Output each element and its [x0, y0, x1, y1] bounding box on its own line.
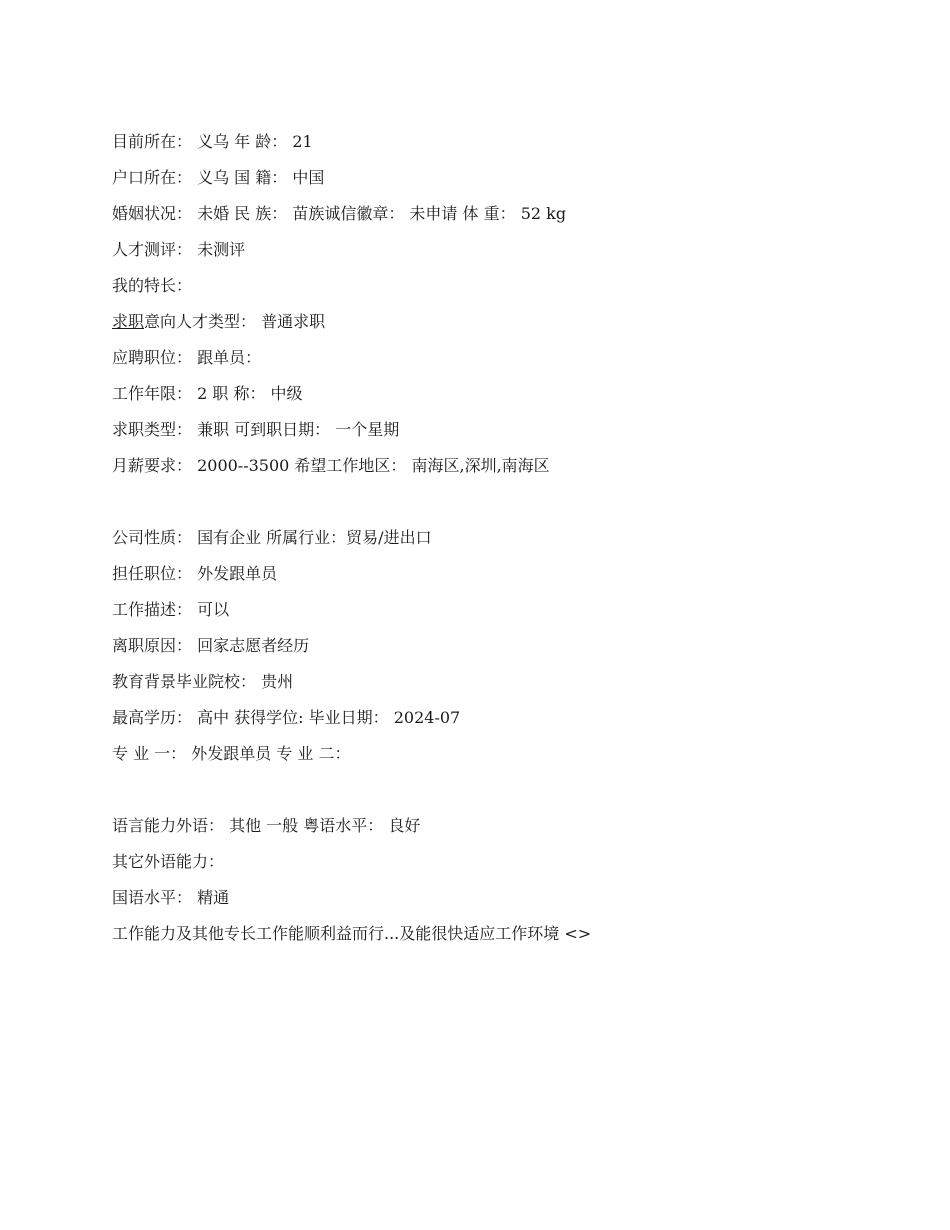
- abilities-line: 工作能力及其他专长工作能顺利益而行...及能很快适应工作环境 <>: [112, 924, 592, 943]
- intention-type: 意向人才类型： 普通求职: [144, 312, 326, 331]
- marital-line: 婚姻状况： 未婚 民 族： 苗族诚信徽章： 未申请 体 重： 52 kg: [112, 204, 567, 223]
- hukou-line: 户口所在： 义乌 国 籍： 中国: [112, 168, 325, 187]
- resume-document: [112, 124, 892, 952]
- specialty-line: 我的特长：: [112, 276, 193, 295]
- assessment-line: 人才测评： 未测评: [112, 240, 246, 259]
- position-line: 应聘职位： 跟单员：: [112, 348, 262, 367]
- intention-type-line: [112, 304, 892, 340]
- foreign-language-line: 语言能力外语： 其他 一般 粤语水平： 良好: [112, 816, 421, 835]
- spacer: [112, 772, 892, 808]
- location-line: 目前所在： 义乌 年 龄： 21: [112, 132, 313, 151]
- other-foreign-line: 其它外语能力：: [112, 852, 225, 871]
- job-type-line: 求职类型： 兼职 可到职日期： 一个星期: [112, 420, 400, 439]
- company-line: 公司性质： 国有企业 所属行业：贸易/进出口: [112, 528, 432, 547]
- mandarin-line: 国语水平： 精通: [112, 888, 230, 907]
- education-school-line: 教育背景毕业院校： 贵州: [112, 672, 294, 691]
- role-line: 担任职位： 外发跟单员: [112, 564, 278, 583]
- majors-line: 专 业 一： 外发跟单员 专 业 二：: [112, 744, 351, 763]
- salary-line: 月薪要求： 2000--3500 希望工作地区： 南海区,深圳,南海区: [112, 456, 550, 475]
- description-line: 工作描述： 可以: [112, 600, 230, 619]
- education-degree-line: 最高学历： 高中 获得学位: 毕业日期： 2024-07: [112, 708, 461, 727]
- leave-reason-line: 离职原因： 回家志愿者经历: [112, 636, 310, 655]
- years-line: 工作年限： 2 职 称： 中级: [112, 384, 303, 403]
- intention-heading: 求职: [112, 312, 145, 331]
- spacer: [112, 484, 892, 520]
